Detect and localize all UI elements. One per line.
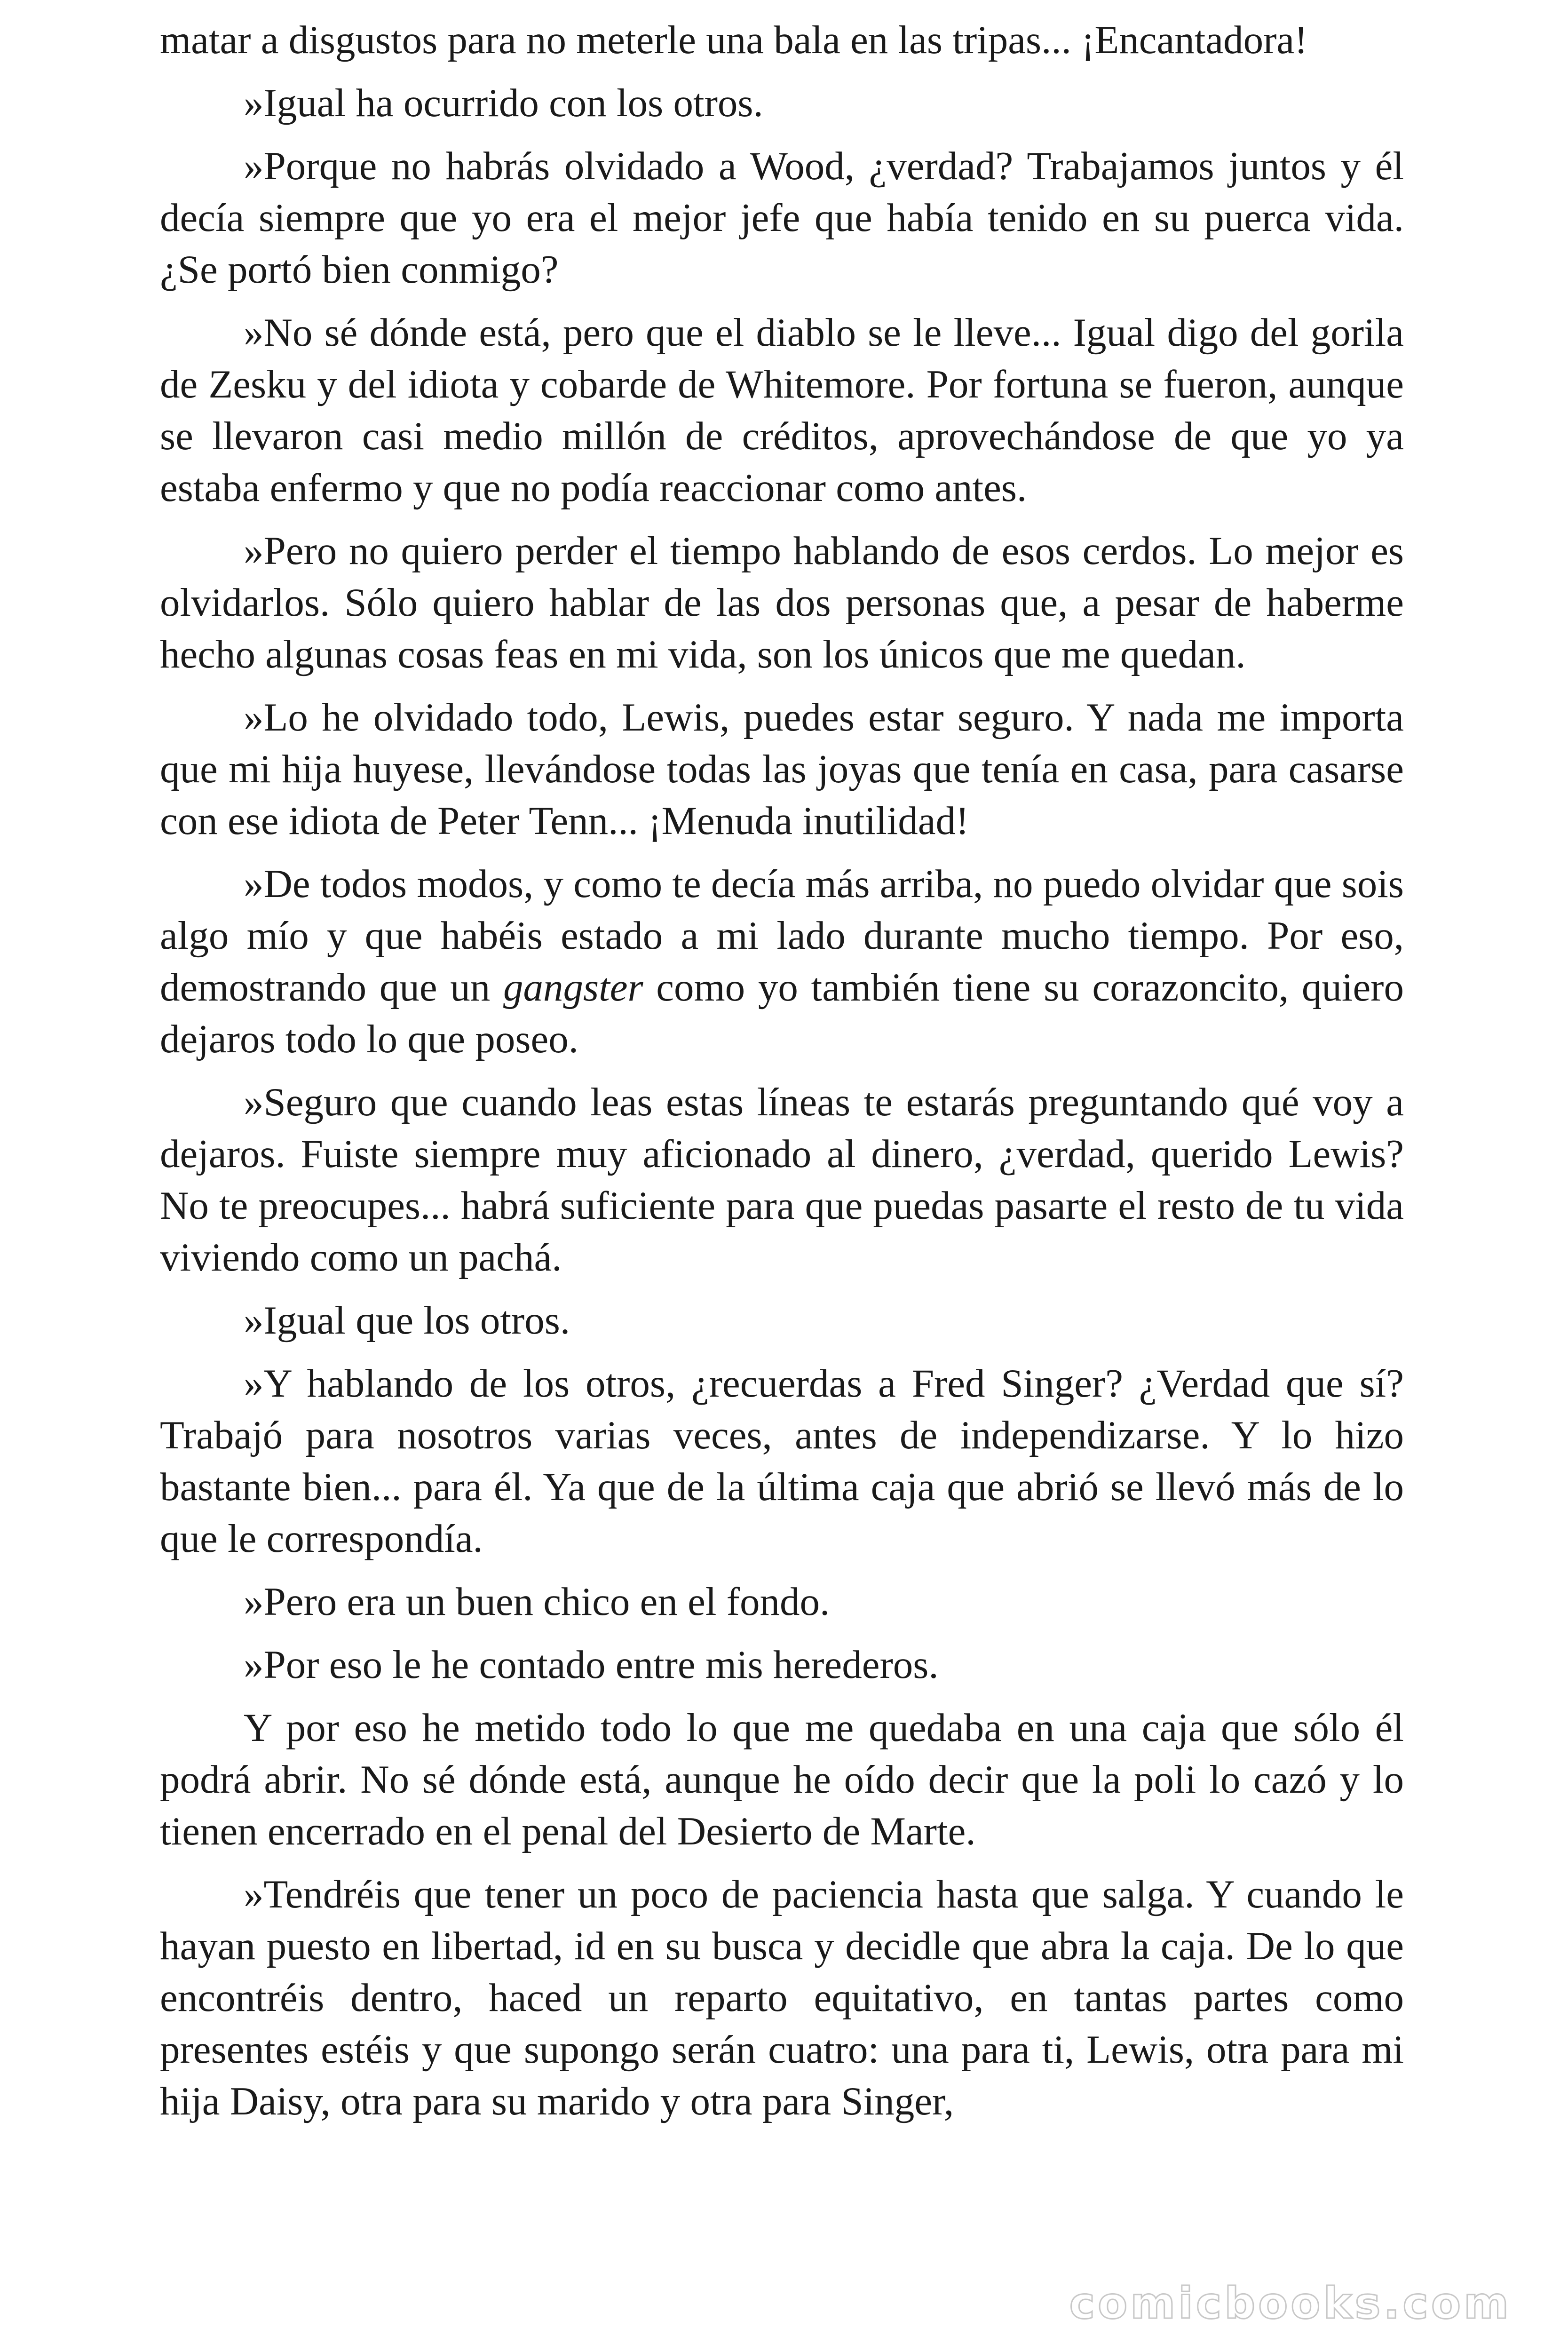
paragraph-4: »No sé dónde está, pero que el diablo se le lleve... Igual digo del gorila de Zesku y del idiota y cobarde de Whitemore. Por fortuna se fueron, aunque se llevaron casi medio millón de créditos, aprovechándose de que yo ya estaba enfermo y que no podía reaccionar como antes. [160, 310, 1404, 510]
paragraph-2: »Igual ha ocurrido con los otros. [244, 81, 763, 125]
paragraph-6: »Lo he olvidado todo, Lewis, puedes estar seguro. Y nada me importa que mi hija huyese, llevándose todas las joyas que tenía en casa, para casarse con ese idiota de Peter Tenn... ¡Menuda inutilidad! [160, 695, 1404, 843]
paragraph-13: Y por eso he metido todo lo que me quedaba en una caja que sólo él podrá abrir. No sé dónde está, aunque he oído decir que la poli lo cazó y lo tienen encerrado en el penal del Desierto de Marte. [160, 1706, 1404, 1853]
paragraph-14: »Tendréis que tener un poco de paciencia hasta que salga. Y cuando le hayan puesto en libertad, id en su busca y decidle que abra la caja. De lo que encontréis dentro, haced un reparto equitativo, en tantas partes como presentes estéis y que supongo serán cuatro: una para ti, Lewis, otra para mi hija Daisy, otra para su marido y otra para Singer, [160, 1872, 1404, 2123]
paragraph-12: »Por eso le he contado entre mis herederos. [244, 1643, 939, 1687]
paragraph-7-after: como yo también tiene su corazoncito, quiero dejaros todo lo que poseo. [160, 965, 1404, 1061]
paragraph-9: »Igual que los otros. [244, 1298, 570, 1343]
paragraph-8: »Seguro que cuando leas estas líneas te estarás preguntando qué voy a dejaros. Fuiste siempre muy aficionado al dinero, ¿verdad, querido Lewis? No te preocupes... habrá suficiente para que puedas pasarte el resto de tu vida viviendo como un pachá. [160, 1080, 1404, 1279]
site-watermark: comicbooks.com [1069, 2278, 1512, 2328]
paragraph-7 [160, 858, 1404, 1065]
paragraph-5: »Pero no quiero perder el tiempo hablando de esos cerdos. Lo mejor es olvidarlos. Sólo quiero hablar de las dos personas que, a pesar de haberme hecho algunas cosas feas en mi vida, son los únicos que me quedan. [160, 529, 1404, 676]
paragraph-3: »Porque no habrás olvidado a Wood, ¿verdad? Trabajamos juntos y él decía siempre que yo era el mejor jefe que había tenido en su puerca vida. ¿Se portó bien conmigo? [160, 144, 1404, 292]
paragraph-11: »Pero era un buen chico en el fondo. [244, 1580, 830, 1624]
page-text [160, 14, 1404, 2138]
paragraph-1: matar a disgustos para no meterle una bala en las tripas... ¡Encantadora! [160, 18, 1308, 62]
paragraph-7-before: »De todos modos, y como te decía más arriba, no puedo olvidar que sois algo mío y que habéis estado a mi lado durante mucho tiempo. Por eso, demostrando que un [160, 862, 1404, 1009]
paragraph-10: »Y hablando de los otros, ¿recuerdas a Fred Singer? ¿Verdad que sí? Trabajó para nosotros varias veces, antes de independizarse. Y lo hizo bastante bien... para él. Ya que de la última caja que abrió se llevó más de lo que le correspondía. [160, 1361, 1404, 1561]
paragraph-7-italic: gangster [503, 965, 643, 1009]
